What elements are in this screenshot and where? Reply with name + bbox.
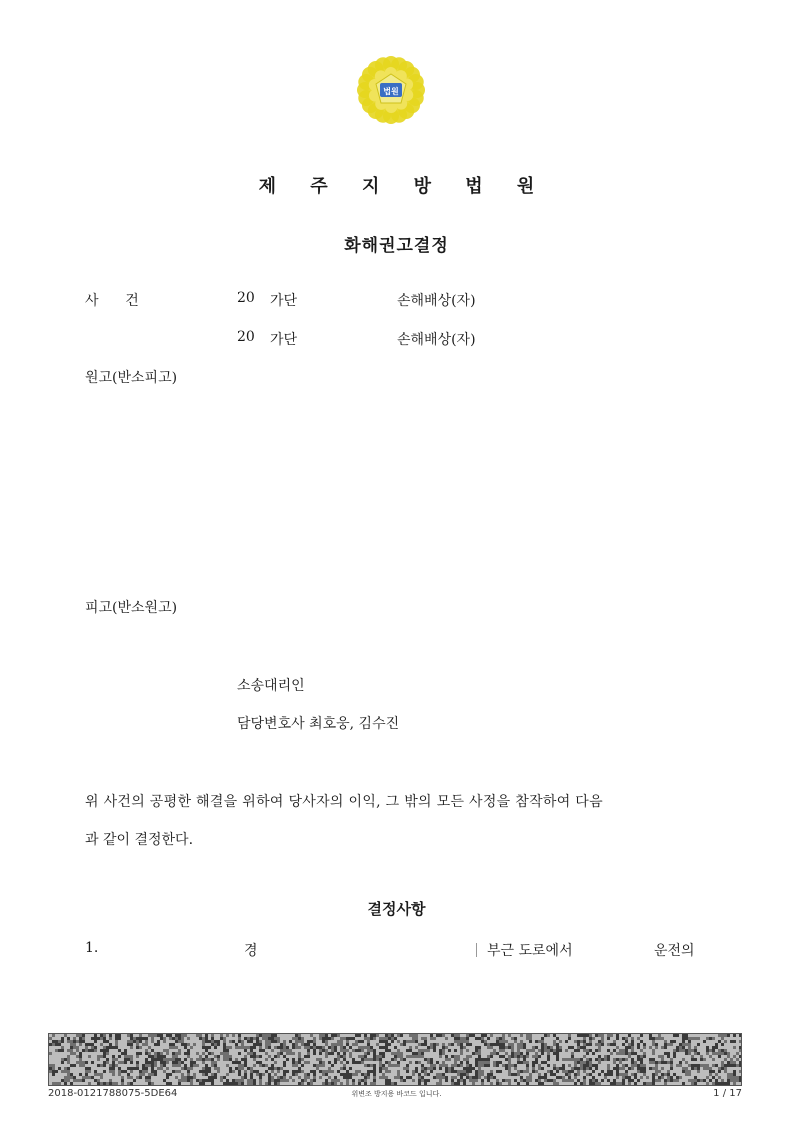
case-type-1: 가단 xyxy=(270,293,298,309)
decision-heading: 결정사항 xyxy=(367,900,426,918)
case-year-2: 20 xyxy=(237,329,255,345)
document-title: 화해권고결정 xyxy=(344,236,449,256)
case-year-1: 20 xyxy=(237,290,255,306)
decision-item-number: 1. xyxy=(85,940,99,956)
decision-item-fragment-b: 부근 도로에서 xyxy=(487,943,573,959)
agent-label: 소송대리인 xyxy=(237,678,305,694)
body-line-2: 과 같이 결정한다. xyxy=(85,832,194,848)
decision-item-fragment-a: 경 xyxy=(244,943,258,959)
barcode-notice: 위변조 방지용 바코드 입니다. xyxy=(351,1090,442,1098)
anti-forgery-barcode xyxy=(48,1033,742,1086)
document-id: 2018-0121788075-5DE64 xyxy=(48,1088,178,1099)
body-line-1: 위 사건의 공평한 해결을 위하여 당사자의 이익, 그 밖의 모든 사정을 참작하여 다음 xyxy=(85,794,603,810)
court-name: 제 주 지 방 법 원 xyxy=(258,176,549,197)
attorneys: 담당변호사 최호웅, 김수진 xyxy=(237,716,400,732)
case-subject-1: 손해배상(자) xyxy=(397,293,476,309)
decision-item-fragment-c: 운전의 xyxy=(654,943,695,959)
case-type-2: 가단 xyxy=(270,332,298,348)
emblem-text: 법원 xyxy=(383,87,399,96)
plaintiff-label: 원고(반소피고) xyxy=(85,370,178,386)
redaction-mark xyxy=(476,943,477,957)
defendant-label: 피고(반소원고) xyxy=(85,600,178,616)
case-label: 사 건 xyxy=(85,293,139,309)
page-number: 1 / 17 xyxy=(713,1088,742,1099)
court-emblem-logo xyxy=(353,52,429,128)
case-subject-2: 손해배상(자) xyxy=(397,332,476,348)
